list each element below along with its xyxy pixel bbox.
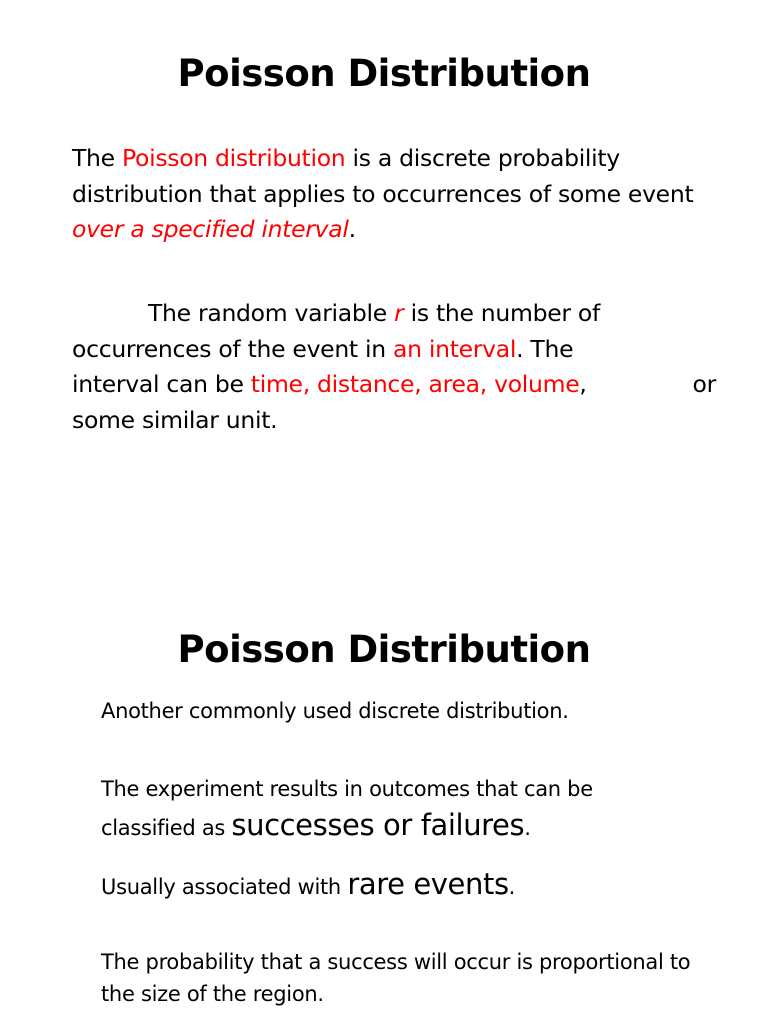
highlight-an-interval: an interval [393,334,517,363]
emphasis-rare-events: rare events [347,867,509,901]
bullet-rare-events [101,864,721,907]
bullet-experiment-outcomes [101,773,721,848]
line-3-left [72,367,587,403]
text-run: , [579,370,587,398]
text-run: is the number of occurrences of the event in [72,299,600,363]
text-run: classified as [101,816,232,840]
slide-1-title: Poisson Distribution [177,52,591,95]
bullet-another-distribution: Another commonly used discrete distribution. [101,699,569,723]
text-run: . [348,215,356,243]
text-run: . [508,875,516,899]
line-text: The experiment results in outcomes that can be [101,777,593,801]
text-run: The random variable [148,299,395,327]
text-run: . The [516,334,574,363]
paragraph-line-3 [72,367,716,403]
highlight-poisson-distribution: Poisson distribution [121,144,346,172]
highlight-specified-interval: over a specified interval [72,215,349,243]
text-run: . [524,816,531,840]
slide-2-title: Poisson Distribution [177,628,591,671]
text-run: The [72,144,122,172]
text-run: is a discrete probability distribution that applies to occurrences of some event [72,144,694,208]
random-variable-paragraph [72,296,716,438]
text-run: Usually associated with [101,875,348,899]
bullet-probability-proportional: The probability that a success will occur is proportional to the size of the region. [101,950,691,1006]
emphasis-successes-failures: successes or failures [231,808,525,842]
line-text [101,805,721,848]
definition-paragraph [72,141,712,248]
paragraph-line-4: some similar unit. [72,405,278,434]
text-run-or: or [692,370,716,398]
paragraph-lines-1-2 [72,296,716,367]
text-run: interval can be [72,370,251,398]
highlight-variable-r: r [394,299,404,327]
highlight-units-list: time, distance, area, volume [250,370,580,398]
